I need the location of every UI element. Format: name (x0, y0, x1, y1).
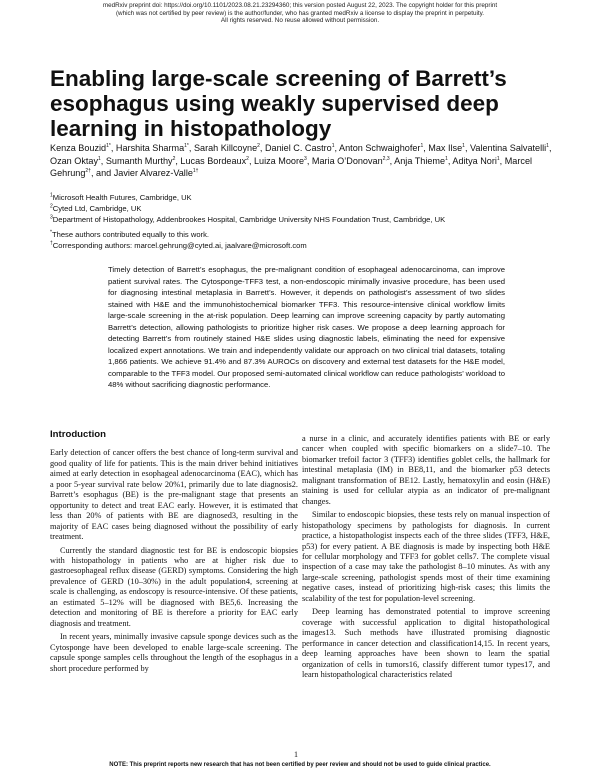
author-name: Luiza Moore (254, 155, 305, 166)
notice-line-3: All rights reserved. No reuse allowed without permission. (220, 17, 380, 25)
intro-paragraph-2: Currently the standard diagnostic test for BE is endoscopic biopsies with histopathology in patients who are at higher risk due to gastroesophageal reflux disease (GERD) symptoms. Considering the high prevalence of GERD (10–30%) in the adult population4, screening at scale is challenging, as endoscopy is resource-intensive. Of these patients, an estimated 5–12% will be diagnosed with BE5,6. Increasing the detection and monitoring of BE is therefore a priority for EAC early diagnosis and treatment. (50, 545, 298, 628)
notice-line-1: medRxiv preprint doi: https://doi.org/10.1101/2023.08.21.23294360; this version posted August 22, 2023. The copyright holder for this preprint (102, 2, 498, 9)
affiliation-item: $^1$Microsoft Health Futures, Cambridge, UK (50, 192, 192, 202)
author-affiliation-mark: 1* (106, 142, 111, 149)
paper-title: Enabling large-scale screening of Barrett’s esophagus using weakly supervised deep learning in histopathology (50, 66, 507, 141)
author-affiliation-mark: 1 (331, 142, 335, 149)
author-affiliation-mark: 2 (246, 155, 249, 162)
author-name: Harshita Sharma (115, 143, 185, 153)
author-name: Sumanth Murthy (105, 155, 173, 166)
notice-line-2: (which was not certified by peer review) is the author/funder, who has granted medRxiv a license to display the preprint in perpetuity. (115, 9, 485, 17)
author-list: Kenza Bouzid$^{1*}$, Harshita Sharma$^{1*}$, Sarah Killcoyne$^2$, Daniel C. Castro$^1$, Anton Schwaighofer$^1$, Max Ilse$^1$, Valentina Salvatelli$^1$, Ozan Oktay$^1$, Sumanth Murthy$^2$, Lucas Bordeaux$^2$, Luiza Moore$^3$, Maria O’Donovan$^{2,3}$, Anja Thieme$^1$, Aditya Nori$^1$, Marcel Gehrung$^{2\dagger}$, and Javier Alvarez-Valle$^{1\dagger}$ (50, 142, 552, 178)
affiliation-item: $^2$Cyted Ltd, Cambridge, UK (50, 203, 142, 213)
intro-paragraph-5: Similar to endoscopic biopsies, these tests rely on manual inspection of histopathology specimens by pathologists for diagnosis. In current practice, a histopathologist inspects each of the three slides (TFF3, H&E, p53) for every patient. A BE diagnosis is made by inspecting both H&E for cellular morphology and TFF3 for goblet cells7. The complete visual inspection of a case may take the pathologist 8–10 minutes. As with any large-scale screening, pathologist spends most of their time examining negative cases, instead of prioritizing high-risk cases; this limits the scalability of the test for population-level screening. (302, 510, 550, 603)
intro-paragraph-6: Deep learning has demonstrated potential to improve screening coverage with successful application to digital histopathological images13. Such methods have illustrated promising diagnostic performance in cancer detection and classification14,15. In recent years, deep learning approaches have been shown to learn the spatial organization of cells in tumors16, classify different tumor types17, and learn histopathological characteristics related (302, 607, 550, 679)
author-affiliation-mark: 2 (257, 142, 260, 149)
abstract: Timely detection of Barrett’s esophagus, the pre-malignant condition of esophageal adenocarcinoma, can improve patient survival rates. The Cytosponge-TFF3 test, a non-endoscopic minimally invasive procedure, has been used for diagnosing intestinal metaplasia in Barrett’s. However, it depends on pathologist’s assessment of two slides stained with H&E and the immunohistochemical biomarker TFF3. This resource-intensive clinical workflow limits large-scale screening in the at-risk population. Deep learning can improve screening capacity by partly automating Barrett’s detection, allowing pathologists to prioritize higher risk cases. We propose a deep learning approach for detecting Barrett’s from routinely stained H&E slides using diagnostic labels, eliminating the need for expensive localized expert annotations. We train and independently validate our approach on two clinical trial datasets, totaling 1,866 patients. We achieve 91.4% and 87.3% AUROCs on discovery and external test datasets for the H&E model, comparable to the TFF3 model. Our proposed semi-automated clinical workflow can reduce pathologists’ workload to 48% without sacrificing diagnostic performance. (108, 265, 505, 390)
affiliation-item: $^3$Department of Histopathology, Addenbrookes Hospital, Cambridge University NHS Foundation Trust, Cambridge, UK (50, 214, 446, 224)
affiliations (50, 193, 555, 252)
author-affiliation-mark: 3 (304, 155, 307, 162)
author-name: Anja Thieme (394, 155, 446, 166)
author-name: Maria O’Donovan (311, 155, 383, 166)
author-affiliation-mark: 1 (496, 155, 500, 162)
author-name: Valentina Salvatelli (470, 143, 547, 153)
author-affiliation-mark: 2† (85, 167, 91, 174)
author-affiliation-mark: 1* (184, 142, 189, 149)
intro-paragraph-3: In recent years, minimally invasive capsule sponge devices such as the Cytosponge have been developed to enable large-scale screening. The capsule sponge samples cells throughout the length of the esophagus in a short procedure performed by (50, 632, 298, 673)
peer-review-note: NOTE: This preprint reports new research that has not been certified by peer review and should not be used to guide clinical practice. (109, 762, 491, 768)
author-name: Max Ilse (428, 143, 463, 153)
author-affiliation-mark: 2,3 (382, 155, 390, 162)
author-name: Sarah Killcoyne (193, 143, 258, 153)
author-name: Ozan Oktay (50, 155, 99, 166)
intro-paragraph-4: a nurse in a clinic, and accurately identifies patients with BE or early cancer when coupled with specific biomarkers on a slide7–10. The biomarker trefoil factor 3 (TFF3) identifies goblet cells, the hallmark for intestinal metaplasia (IM) in BE8,11, and the biomarker p53 detects malignant transformation of BE12. Lastly, hematoxylin and eosin (H&E) staining is used for cellular atypia as an indicator of pre-malignant changes. (302, 434, 550, 506)
author-affiliation-mark: 1 (546, 142, 549, 149)
author-name: Marcel Gehrung (50, 155, 533, 178)
author-affiliation-mark: 1 (420, 142, 424, 149)
author-affiliation-mark: 2 (172, 155, 176, 162)
author-affiliation-mark: 1 (98, 155, 101, 162)
author-name: Kenza Bouzid (50, 143, 107, 153)
intro-paragraph-1: Early detection of cancer offers the best chance of long-term survival and good quality of life for patients. This is the main driver behind initiatives aimed at early detection in esophageal adenocarcinoma (EAC), which has a poor 5-year survival rate below 20%1, primarily due to late diagnosis2. Barrett’s esophagus (BE) is the pre-malignant stage that presents an opportunity to detect and treat EAC early. However, it is estimated that less than 20% of patients with BE are diagnosed3, resulting in the majority of EAC cases being diagnosed without the possibility of early treatment. (50, 448, 298, 542)
author-note-item: †Corresponding authors: marcel.gehrung@cyted.ai, jaalvare@microsoft.com (50, 240, 307, 251)
left-column (50, 430, 298, 677)
preprint-notice (60, 2, 540, 25)
author-affiliation-mark: 1 (462, 142, 465, 149)
author-affiliation-mark: 1† (192, 167, 199, 174)
author-note-item: *These authors contributed equally to this work. (50, 229, 209, 240)
author-affiliation-mark: 1 (445, 155, 448, 162)
affiliation-list (50, 193, 555, 225)
author-name: Javier Alvarez-Valle (113, 168, 193, 178)
author-name: Lucas Bordeaux (180, 155, 247, 166)
page-number: 1 (294, 750, 298, 759)
right-column (302, 434, 550, 683)
author-notes (50, 230, 555, 252)
author-name: Aditya Nori (452, 155, 497, 166)
author-name: Daniel C. Castro (264, 143, 332, 153)
author-name: Anton Schwaighofer (339, 143, 421, 153)
introduction-heading: Introduction (50, 429, 106, 440)
